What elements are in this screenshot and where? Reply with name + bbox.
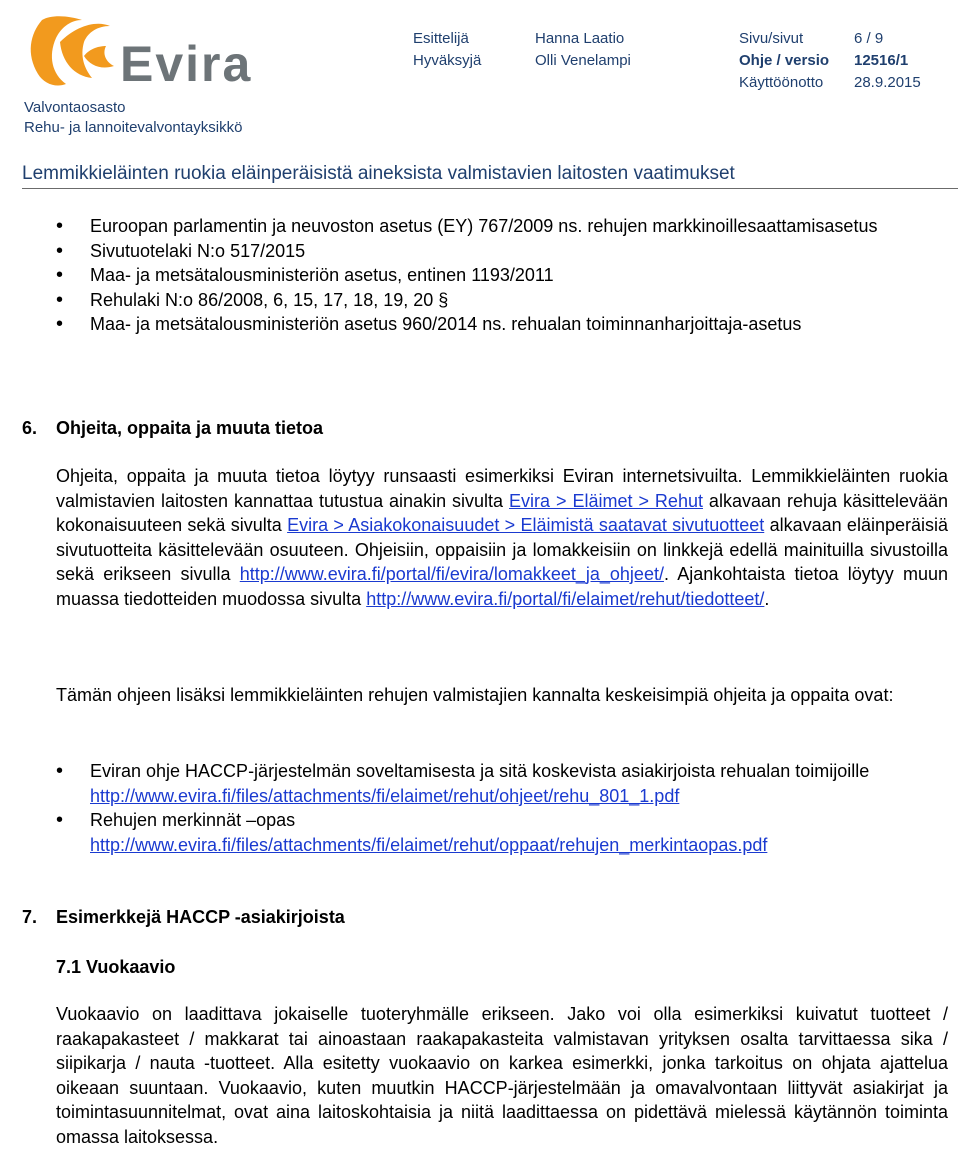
list-item: • Eviran ohje HACCP-järjestelmän soveltamisesta ja sitä koskevista asiakirjoista rehualan toimijoille http://www.evira.fi/files/attachments/fi/elaimet/rehut/ohjeet/rehu_801_1.pdf — [56, 759, 948, 808]
section-number: 6. — [22, 418, 38, 438]
section-7-1-paragraph: Vuokaavio on laadittava jokaiselle tuoteryhmälle erikseen. Jako voi olla esimerkiksi kuivatut tuotteet / raakapakasteet / makkarat tai ainoastaan raakapakasteita valmistavan yrityksen osalta tarvittaessa sika / siipikarja / nauta -tuotteet. Alla esitetty vuokaavio on karkea esimerkki, jonka tarkoitus on ohjata ajattelua oikeaan suuntaan. Vuokaavio, kuten muutkin HACCP-järjestelmään ja omavalvontaan liittyvät asiakirjat ja toimintasuunnitelmat, ovat aina laitoskohtaisia ja niitä laadittaessa on pidettävä mielessä käytännön toiminta omassa laitoksessa. — [56, 1004, 948, 1147]
section-title: Ohjeita, oppaita ja muuta tietoa — [56, 418, 324, 438]
section-6-paragraph: Ohjeita, oppaita ja muuta tietoa löytyy runsaasti esimerkiksi Eviran internetsivuilta. Lemmikkieläinten ruokia valmistavien laitosten kannattaa tutustua ainakin sivulta Evira > Eläimet > Rehut alkavaan rehuja käsittelevään kokonaisuuteen sekä sivulta Evira > Asiakokonaisuudet > Eläimistä saatavat sivutuotteet alkavaan eläinperäisiä sivutuotteita käsittelevään osuuteen. Ohjeisiin, oppaisiin ja lomakkeisiin on linkkejä edellä mainituilla sivustoilla sekä erikseen sivulla http://www.evira.fi/portal/fi/evira/lomakkeet_ja_ohjeet/. Ajankohtaista tietoa löytyy muun muassa tiedotteiden muodossa sivulta http://www.evira.fi/portal/fi/elaimet/rehut/tiedotteet/. — [56, 466, 949, 609]
list-item: • Rehujen merkinnät –opas http://www.evira.fi/files/attachments/fi/elaimet/rehut/oppaat/rehujen_merkintaopas.pdf — [56, 808, 948, 857]
meta-label-presenter: Esittelijä — [413, 30, 469, 47]
list-item: • Rehulaki N:o 86/2008, 6, 15, 17, 18, 19, 20 § — [56, 288, 948, 313]
section-number: 7. — [22, 907, 38, 927]
meta-value-effective: 28.9.2015 — [854, 74, 921, 91]
link-lomakkeet-ja-ohjeet[interactable]: http://www.evira.fi/portal/fi/evira/lomakkeet_ja_ohjeet/ — [239, 564, 664, 584]
header-divider — [22, 188, 958, 189]
section-6-heading — [22, 416, 323, 441]
guides-list — [56, 759, 948, 857]
logo-wordmark: Evira — [120, 36, 253, 92]
link-evira-sivutuotteet[interactable]: Evira > Asiakokonaisuudet > Eläimistä saatavat sivutuotteet — [287, 515, 765, 535]
meta-value-presenter: Hanna Laatio — [535, 30, 625, 47]
list-item: • Maa- ja metsätalousministeriön asetus, entinen 1193/2011 — [56, 263, 948, 288]
list-item: • Maa- ja metsätalousministeriön asetus 960/2014 ns. rehualan toiminnanharjoittaja-asetus — [56, 312, 948, 337]
link-labelling-guide-pdf[interactable]: http://www.evira.fi/files/attachments/fi/elaimet/rehut/oppaat/rehujen_merkintaopas.pdf — [90, 834, 768, 855]
meta-label-approver: Hyväksyjä — [413, 52, 482, 69]
meta-label-pages: Sivu/sivut — [739, 30, 804, 47]
section-title: Esimerkkejä HACCP -asiakirjoista — [56, 907, 345, 927]
evira-logo — [22, 12, 267, 92]
guides-intro: Tämän ohjeen lisäksi lemmikkieläinten rehujen valmistajien kannalta keskeisimpiä ohjeita ja oppaita ovat: — [56, 685, 894, 705]
unit-name: Rehu- ja lannoitevalvontayksikkö — [24, 119, 243, 136]
meta-value-approver: Olli Venelampi — [535, 52, 631, 69]
list-item: • Sivutuotelaki N:o 517/2015 — [56, 239, 948, 264]
meta-value-pages: 6 / 9 — [854, 30, 884, 47]
link-evira-elaimet-rehut[interactable]: Evira > Eläimet > Rehut — [509, 490, 703, 511]
link-tiedotteet[interactable]: http://www.evira.fi/portal/fi/elaimet/rehut/tiedotteet/ — [366, 588, 765, 609]
document-title: Lemmikkieläinten ruokia eläinperäisistä aineksista valmistavien laitosten vaatimukset — [22, 163, 735, 184]
list-item: • Euroopan parlamentin ja neuvoston asetus (EY) 767/2009 ns. rehujen markkinoillesaattamisasetus — [56, 214, 948, 239]
meta-label-effective: Käyttöönotto — [739, 74, 824, 91]
meta-value-version: 12516/1 — [854, 52, 909, 69]
department-name: Valvontaosasto — [24, 99, 126, 116]
section-7-heading — [22, 905, 345, 930]
evira-emblem-icon — [31, 16, 114, 85]
link-haccp-guide-pdf[interactable]: http://www.evira.fi/files/attachments/fi/elaimet/rehut/ohjeet/rehu_801_1.pdf — [90, 785, 680, 806]
meta-label-version: Ohje / versio — [739, 52, 830, 69]
legislation-list — [56, 214, 948, 337]
subsection-7-1-heading: 7.1 Vuokaavio — [56, 957, 176, 977]
